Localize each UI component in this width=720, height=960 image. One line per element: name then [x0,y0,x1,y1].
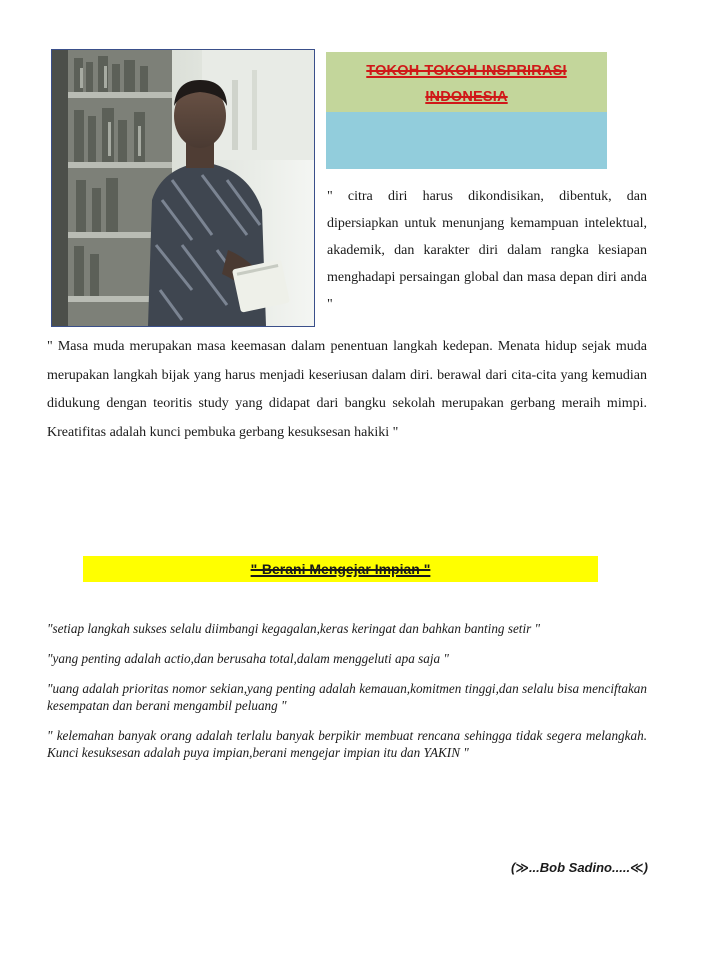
quote-item: "uang adalah prioritas nomor sekian,yang penting adalah kemauan,komitmen tinggi,dan selalu bisa menciftakan kesempatan dan berani mengambil peluang " [47,681,647,713]
intro-quote: " citra diri harus dikondisikan, dibentuk, dan dipersiapkan untuk menunjang kemampuan intelektual, akademik, dan karakter diri dalam rangka kesiapan menghadapi persaingan global dan masa depan diri anda " [327,189,647,312]
motto-banner [83,556,598,582]
page-title-line-2: INDONESIA [425,89,508,105]
page-title [326,58,607,110]
page-title-line-1: TOKOH-TOKOH INSPRIRASI [366,63,567,79]
title-box [326,52,607,169]
author-signature: (≫...Bob Sadino.....≪) [511,860,648,875]
quote-list [47,620,647,774]
portrait-photo [51,49,315,327]
title-box-blue-band [326,112,607,169]
main-paragraph: " Masa muda merupakan masa keemasan dalam penentuan langkah kedepan. Menata hidup sejak muda merupakan langkah bijak yang harus menjadi keseriusan dalam diri. berawal dari cita-cita yang kemudian didukung dengan teoritis study yang didapat dari bangku sekolah merupakan gerbang meraih mimpi. Kreatifitas adalah kunci pembuka gerbang kesuksesan hakiki " [47,339,647,440]
motto-banner-text: "-Berani Mengejar Impian " [250,561,431,577]
quote-item: "setiap langkah sukses selalu diimbangi kegagalan,keras keringat dan bahkan banting setir " [47,621,541,636]
quote-item: " kelemahan banyak orang adalah terlalu banyak berpikir membuat rencana sehingga tidak segera melangkah. Kunci kesuksesan adalah puya impian,berani mengejar impian itu dan YAKIN " [47,728,647,760]
portrait-photo-icon [52,50,314,326]
quote-item: "yang penting adalah actio,dan berusaha total,dalam menggeluti apa saja " [47,651,449,666]
